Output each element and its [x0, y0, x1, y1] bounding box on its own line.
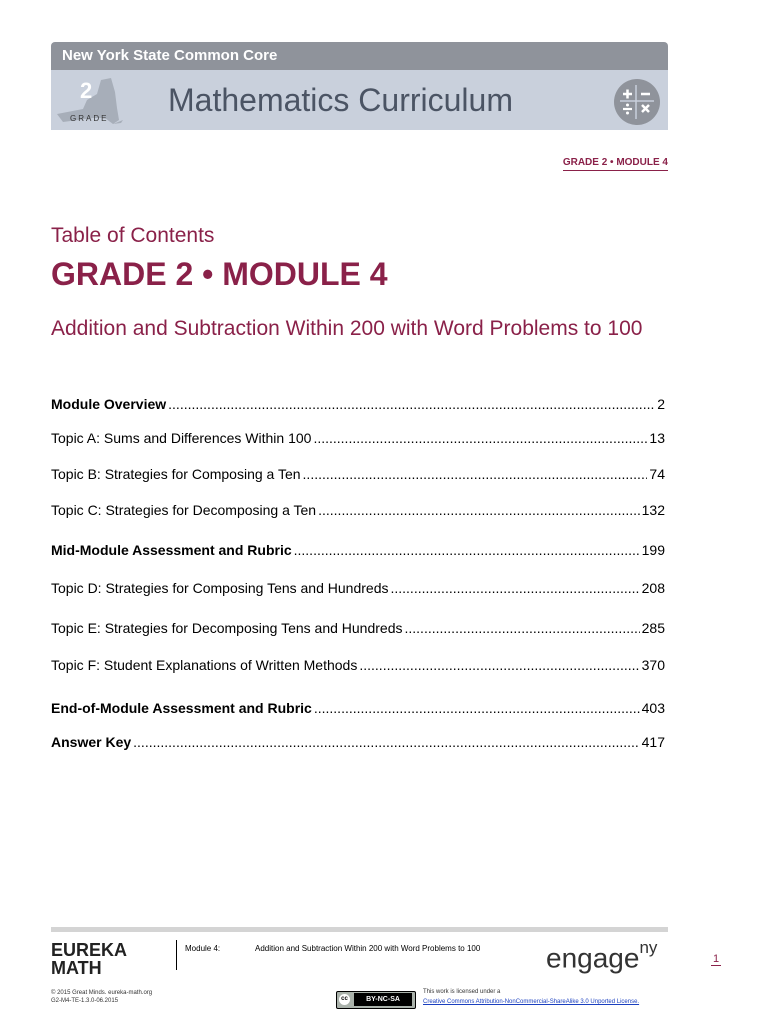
toc-entry-page: 199 — [641, 542, 665, 558]
toc-entry[interactable] — [51, 466, 665, 482]
license-link[interactable]: Creative Commons Attribution-NonCommercial-ShareAlike 3.0 Unported License. — [423, 999, 640, 1005]
footer-module-label: Module 4: — [185, 944, 221, 953]
grade-module-heading: GRADE 2 • MODULE 4 — [51, 256, 388, 292]
document-code: G2-M4-TE-1.3.0-06.2015 — [51, 998, 119, 1004]
toc-entry-page: 2 — [657, 396, 665, 412]
toc-entry[interactable] — [51, 620, 665, 636]
copyright-line: © 2015 Great Minds. eureka-math.org — [51, 990, 153, 996]
banner-text: New York State Common Core — [62, 47, 278, 64]
toc-entry-page: 208 — [641, 580, 665, 596]
grade-word: GRADE — [70, 114, 109, 123]
cc-logo-icon: cc — [339, 994, 350, 1005]
dot-leader — [294, 542, 640, 558]
toc-entry-page: 13 — [649, 430, 665, 446]
eureka-logo-line2: MATH — [51, 958, 102, 978]
footer-rule — [51, 927, 668, 932]
toc-entry[interactable] — [51, 502, 665, 518]
toc-entry[interactable] — [51, 430, 665, 446]
toc-entry-title: Topic F: Student Explanations of Written Methods — [51, 657, 358, 673]
toc-entry-title: Topic A: Sums and Differences Within 100 — [51, 430, 312, 446]
toc-entry-title: Topic C: Strategies for Decomposing a Ten — [51, 502, 317, 518]
toc-entry[interactable] — [51, 580, 665, 596]
module-subtitle: Addition and Subtraction Within 200 with Word Problems to 100 — [51, 317, 643, 340]
header-banner-main — [51, 70, 668, 130]
dot-leader — [313, 430, 647, 446]
toc-entry[interactable] — [51, 734, 665, 750]
toc-entry-title: Module Overview — [51, 396, 167, 412]
toc-entry[interactable] — [51, 657, 665, 673]
dot-leader — [168, 396, 655, 412]
eureka-math-logo — [51, 941, 127, 977]
toc-entry-page: 285 — [641, 620, 665, 636]
running-head: GRADE 2 • MODULE 4 — [563, 157, 668, 171]
curriculum-title: Mathematics Curriculum — [168, 82, 513, 118]
toc-entry-title: Topic B: Strategies for Composing a Ten — [51, 466, 301, 482]
footer-module-title: Addition and Subtraction Within 200 with Word Problems to 100 — [255, 944, 481, 953]
header-banner-top — [51, 42, 668, 70]
toc-entry-page: 74 — [649, 466, 665, 482]
dot-leader — [318, 502, 640, 518]
license-text: This work is licensed under a — [423, 989, 501, 995]
dot-leader — [314, 700, 640, 716]
dot-leader — [303, 466, 648, 482]
toc-entry-title: Topic D: Strategies for Composing Tens and Hundreds — [51, 580, 389, 596]
toc-entry[interactable] — [51, 542, 665, 558]
dot-leader — [405, 620, 640, 636]
grade-number: 2 — [80, 78, 93, 103]
toc-entry-title: Topic E: Strategies for Decomposing Tens and Hundreds — [51, 620, 403, 636]
toc-entry-title: Answer Key — [51, 734, 132, 750]
engage-word: engage — [546, 942, 640, 974]
dot-leader — [359, 657, 639, 673]
toc-entry[interactable] — [51, 396, 665, 412]
creative-commons-icon[interactable] — [336, 991, 416, 1009]
toc-entry-page: 132 — [641, 502, 665, 518]
ny-word: ny — [639, 938, 658, 957]
toc-entry-title: End-of-Module Assessment and Rubric — [51, 700, 312, 716]
engageny-logo — [546, 938, 658, 974]
dot-leader — [133, 734, 639, 750]
toc-entry[interactable] — [51, 700, 665, 716]
eureka-logo-line1: EUREKA — [51, 940, 128, 960]
cc-badge-text: BY-NC-SA — [354, 993, 412, 1006]
toc-entry-page: 403 — [641, 700, 665, 716]
copyright-notice — [51, 989, 152, 1005]
math-operations-icon — [613, 78, 661, 126]
toc-label: Table of Contents — [51, 224, 215, 247]
page-number: 1 — [713, 953, 720, 965]
toc-entry-page: 370 — [641, 657, 665, 673]
toc-entry-page: 417 — [641, 734, 665, 750]
footer-divider — [176, 940, 177, 970]
toc-entry-title: Mid-Module Assessment and Rubric — [51, 542, 292, 558]
dot-leader — [390, 580, 639, 596]
